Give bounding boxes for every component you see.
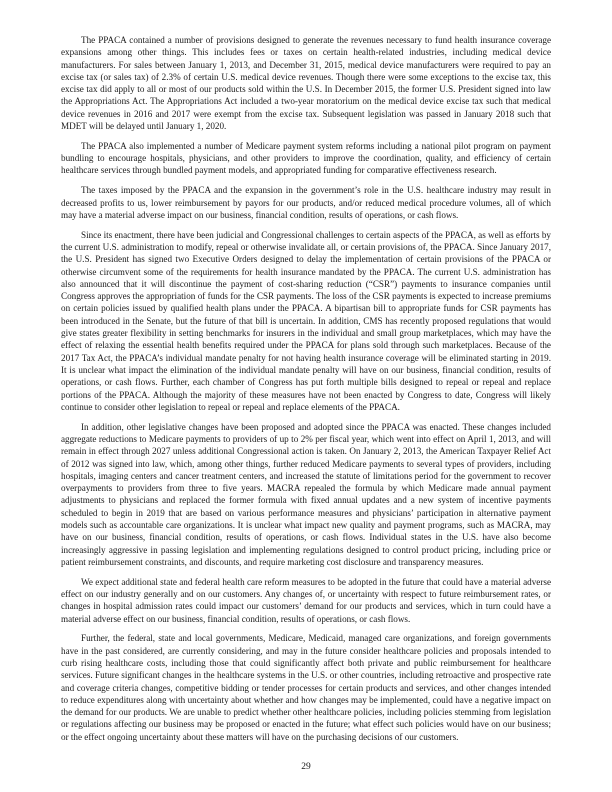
paragraph-future-reform-measures: We expect additional state and federal health care reform measures to be adopted in the future that could have a material adverse effect on our industry generally and on our customers. Any changes of, or uncertainty with respect to future reimbursement rates, or changes in hospital admission rates could impact our customers’ demand for our products and services, which in turn could have a material adverse effect on our business, financial condition, results of operations, or cash flows. xyxy=(61,576,551,624)
page-number: 29 xyxy=(301,762,311,772)
paragraph-taxes-impact: The taxes imposed by the PPACA and the expansion in the government’s role in the U.S. healthcare industry may result in decreased profits to us, lower reimbursement by payors for our products, and/or reduced medical procedure volumes, all of which may have a material adverse impact on our business, financial condition, results of operations, or cash flows. xyxy=(61,185,551,220)
paragraph-challenges-to-ppaca: Since its enactment, there have been judicial and Congressional challenges to certain aspects of the PPACA, as well as efforts by the current U.S. administration to modify, repeal or otherwise invalidate all, or certain provisions of, the PPACA. Since January 2017, the U.S. President has signed two Executive Orders designed to delay the implementation of certain provisions of the PPACA or otherwise circumvent some of the requirements for health insurance mandated by the PPACA. The current U.S. administration has also announced that it will discontinue the payment of cost-sharing reduction (“CSR”) payments to insurance companies until Congress approves the appropriation of funds for the CSR payments. The loss of the CSR payments is expected to increase premiums on certain policies issued by qualified health plans under the PPACA. A bipartisan bill to appropriate funds for CSR payments has been introduced in the Senate, but the future of that bill is uncertain. In addition, CMS has recently proposed regulations that would give states greater flexibility in setting benchmarks for insurers in the individual and small group marketplaces, which may have the effect of relaxing the essential health benefits required under the PPACA for plans sold through such marketplaces. Because of the 2017 Tax Act, the PPACA’s individual mandate penalty for not having health insurance coverage will be eliminated starting in 2019. It is unclear what impact the elimination of the individual mandate penalty will have on our business, financial condition, results of operations, or cash flows. Further, each chamber of Congress has put forth multiple bills designed to repeal or repeal and replace portions of the PPACA. Although the majority of these measures have not been enacted by Congress to date, Congress will likely continue to consider other legislation to repeal or repeal and replace elements of the PPACA. xyxy=(61,229,551,412)
paragraph-government-healthcare-policies: Further, the federal, state and local governments, Medicare, Medicaid, managed care organizations, and foreign governments have in the past considered, are currently considering, and may in the future consider healthcare policies and proposals intended to curb rising healthcare costs, including those that could significantly affect both private and public reimbursement for healthcare services. Future significant changes in the healthcare systems in the U.S. or other countries, including retroactive and prospective rate and coverage criteria changes, competitive bidding or tender processes for certain products and services, and other changes intended to reduce expenditures along with uncertainty about whether and how changes may be implemented, could have a negative impact on the demand for our products. We are unable to predict whether other healthcare policies, including policies stemming from legislation or regulations affecting our business may be proposed or enacted in the future; what effect such policies would have on our business; or the effect ongoing uncertainty about these matters will have on the purchasing decisions of our customers. xyxy=(61,633,551,742)
document-body xyxy=(61,34,551,751)
paragraph-ppaca-revenue-provisions: The PPACA contained a number of provisions designed to generate the revenues necessary to fund health insurance coverage expansions among other things. This includes fees or taxes on certain health-related industries, including medical device manufacturers. For sales between January 1, 2013, and December 31, 2015, medical device manufacturers were required to pay an excise tax (or sales tax) of 2.3% of certain U.S. medical device revenues. Though there were some exceptions to the excise tax, this excise tax did apply to all or most of our products sold within the U.S. In December 2015, the former U.S. President signed into law the Appropriations Act. The Appropriations Act included a two-year moratorium on the medical device excise tax such that medical device revenues in 2016 and 2017 were exempt from the excise tax. Subsequent legislation was passed in January 2018 such that MDET will be delayed until January 1, 2020. xyxy=(61,35,551,132)
paragraph-medicare-payment-reforms: The PPACA also implemented a number of Medicare payment system reforms including a national pilot program on payment bundling to encourage hospitals, physicians, and other providers to improve the coordination, quality, and efficiency of certain healthcare services through bundled payment models, and appropriated funding for comparative effectiveness research. xyxy=(61,140,551,176)
paragraph-other-legislative-changes: In addition, other legislative changes have been proposed and adopted since the PPACA was enacted. These changes included aggregate reductions to Medicare payments to providers of up to 2% per fiscal year, which went into effect on April 1, 2013, and will remain in effect through 2027 unless additional Congressional action is taken. On January 2, 2013, the American Taxpayer Relief Act of 2012 was signed into law, which, among other things, further reduced Medicare payments to several types of providers, including hospitals, imaging centers and cancer treatment centers, and increased the statute of limitations period for the government to recover overpayments to providers from three to five years. MACRA repealed the formula by which Medicare made annual payment adjustments to physicians and replaced the former formula with fixed annual updates and a new system of incentive payments scheduled to begin in 2019 that are based on various performance measures and physicians’ participation in alternative payment models such as accountable care organizations. It is unclear what impact new quality and payment programs, such as MACRA, may have on our business, financial condition, results of operations, or cash flows. Individual states in the U.S. have also become increasingly aggressive in passing legislation and implementing regulations designed to control product pricing, including price or patient reimbursement constraints, and discounts, and require marketing cost disclosure and transparency measures. xyxy=(61,421,551,567)
